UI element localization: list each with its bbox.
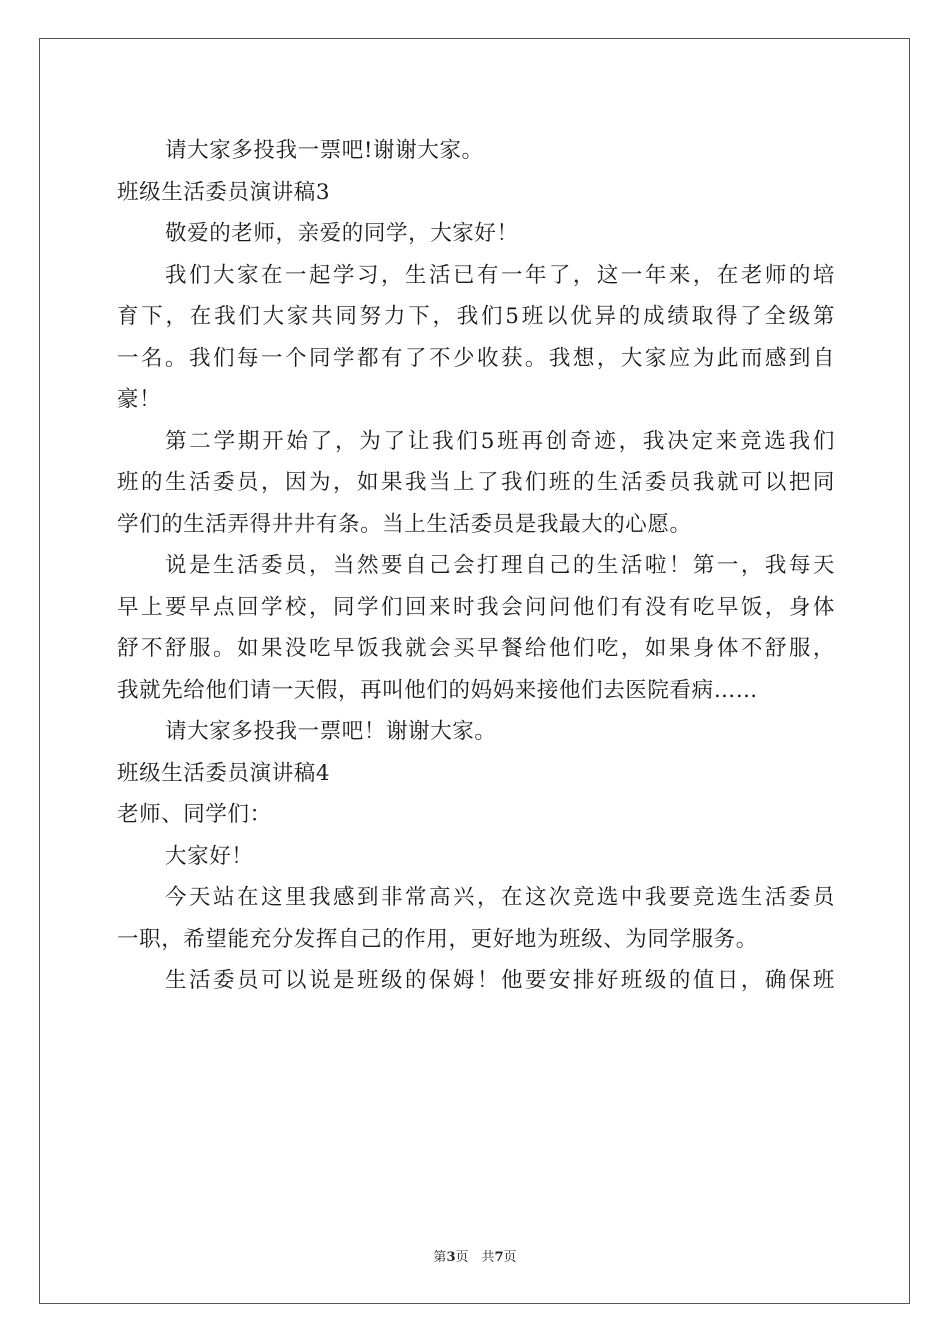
text-line: 大家好！: [165, 843, 254, 869]
text-line: 豪！: [117, 387, 162, 412]
text-line: 一职，希望能充分发挥自己的作用，更好地为班级、为同学服务。: [117, 926, 758, 952]
text-line: 今天站在这里我感到非常高兴，在这次竞选中我要竞选生活委员: [165, 885, 835, 910]
text-line: 说是生活委员，当然要自己会打理自己的生活啦！第一，我每天: [165, 553, 835, 578]
text-line: 生活委员可以说是班级的保姆！他要安排好班级的值日，确保班: [165, 968, 835, 993]
text-line: 老师、同学们：: [117, 802, 272, 827]
text-line: 第二学期开始了，为了让我们5班再创奇迹，我决定来竞选我们: [165, 428, 835, 454]
text-line: 舒不舒服。如果没吃早饭我就会买早餐给他们吃，如果身体不舒服，: [117, 636, 835, 661]
text-line: 我就先给他们请一天假，再叫他们的妈妈来接他们去医院看病……: [117, 677, 758, 703]
page-footer: [0, 1246, 950, 1265]
footer-current-page: 3: [446, 1250, 456, 1265]
footer-page-suffix: 页: [503, 1250, 517, 1265]
text-line: 请大家多投我一票吧!谢谢大家。: [165, 138, 484, 163]
text-line: 育下，在我们大家共同努力下，我们5班以优异的成绩取得了全级第: [117, 304, 835, 329]
text-line: 班级生活委员演讲稿4: [117, 760, 331, 786]
footer-page-mid: 页 共: [455, 1250, 495, 1265]
text-line: 班级生活委员演讲稿3: [117, 179, 331, 205]
text-line: 请大家多投我一票吧！谢谢大家。: [165, 719, 497, 744]
document-body: [117, 130, 835, 1002]
footer-total-pages: 7: [494, 1250, 504, 1265]
text-line: 早上要早点回学校，同学们回来时我会问问他们有没有吃早饭，身体: [117, 594, 835, 620]
footer-page-prefix: 第: [433, 1250, 447, 1265]
text-line: 敬爱的老师，亲爱的同学，大家好！: [165, 221, 519, 246]
text-line: 学们的生活弄得井井有条。当上生活委员是我最大的心愿。: [117, 511, 692, 537]
text-line: 班的生活委员，因为，如果我当上了我们班的生活委员我就可以把同: [117, 470, 835, 495]
text-line: 一名。我们每一个同学都有了不少收获。我想，大家应为此而感到自: [117, 345, 835, 371]
text-line: 我们大家在一起学习，生活已有一年了，这一年来，在老师的培: [165, 262, 835, 288]
